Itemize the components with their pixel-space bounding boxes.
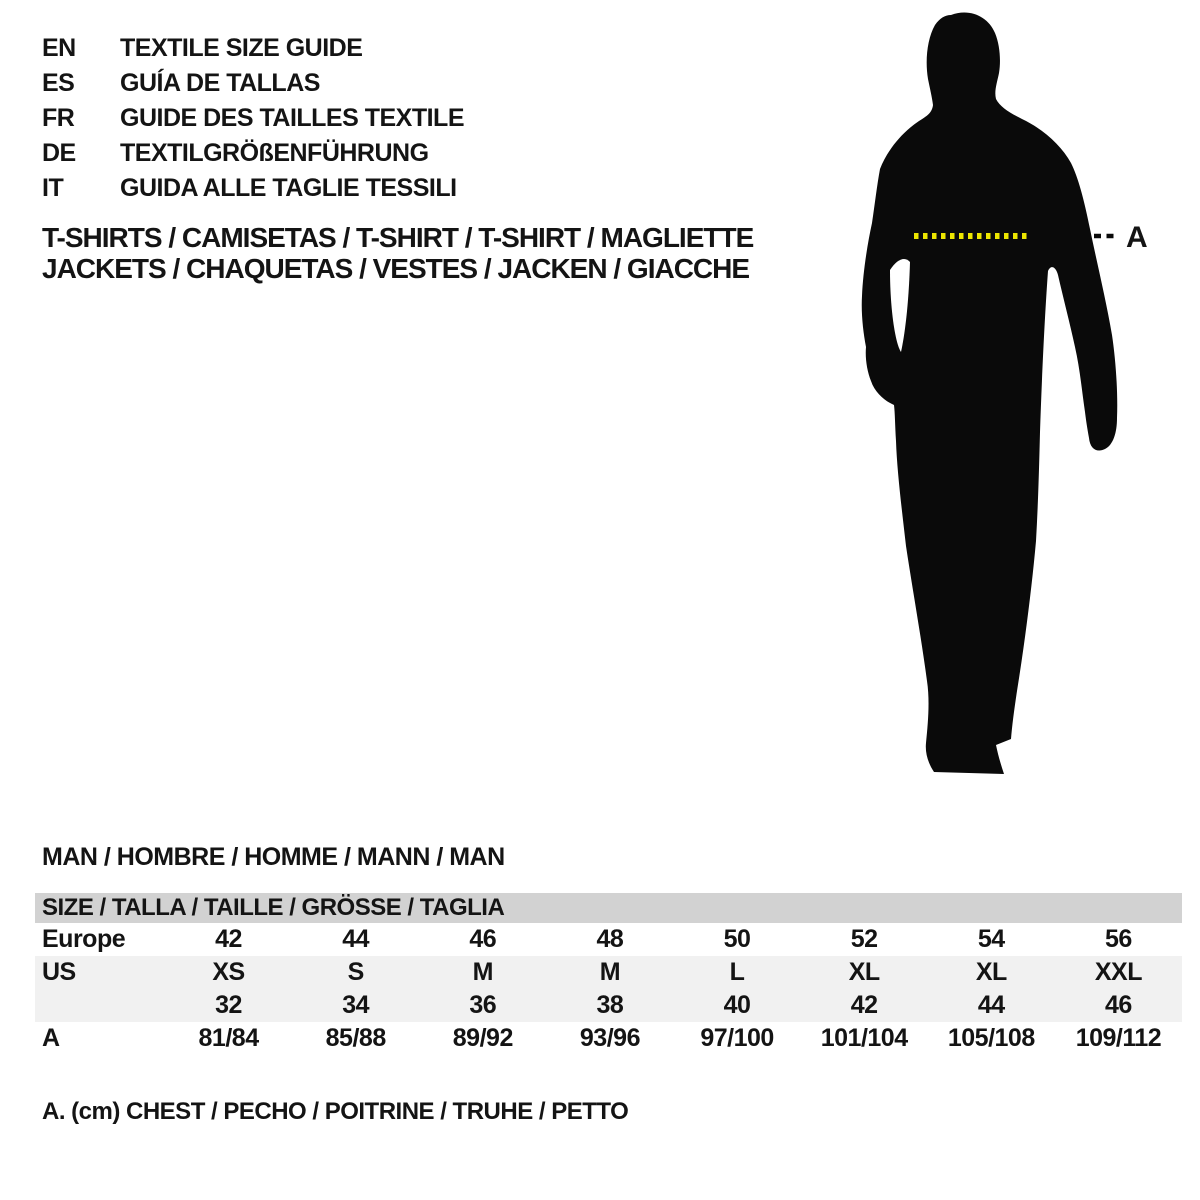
size-cell: M [599, 958, 621, 986]
size-cell: 93/96 [579, 1024, 640, 1052]
row-label: US [42, 958, 76, 986]
table-row [35, 923, 1182, 956]
size-cell: 81/84 [198, 1024, 259, 1052]
size-cell: 89/92 [452, 1024, 513, 1052]
section-title-man: MAN / HOMBRE / HOMME / MANN / MAN [42, 843, 505, 871]
language-code: ES [42, 69, 75, 97]
size-cell: 44 [977, 991, 1005, 1019]
language-title-block [42, 31, 464, 206]
size-cell: 105/108 [947, 1024, 1035, 1052]
category-block [42, 222, 753, 284]
size-cell: 44 [342, 925, 370, 953]
size-cell: 97/100 [700, 1024, 774, 1052]
size-cell: 54 [977, 925, 1005, 953]
language-title: GUIDA ALLE TAGLIE TESSILI [120, 174, 457, 202]
language-row [42, 136, 464, 171]
size-cell: XL [848, 958, 880, 986]
table-row [35, 1022, 1182, 1055]
size-table [35, 893, 1182, 1055]
table-row [35, 989, 1182, 1022]
size-cell: 42 [215, 925, 242, 953]
size-cell: 52 [850, 925, 878, 953]
size-table-header: SIZE / TALLA / TAILLE / GRÖSSE / TAGLIA [35, 893, 1182, 923]
size-cell: XL [975, 958, 1007, 986]
language-title: GUIDE DES TAILLES TEXTILE [120, 104, 465, 132]
language-code: IT [42, 174, 64, 202]
language-row [42, 66, 464, 101]
man-silhouette-figure [840, 0, 1160, 800]
size-cell: 36 [469, 991, 497, 1019]
size-cell: 46 [469, 925, 497, 953]
language-row [42, 31, 464, 66]
size-cell: XXL [1094, 958, 1142, 986]
size-cell: M [472, 958, 493, 986]
size-cell: 109/112 [1075, 1024, 1162, 1052]
measure-label-a: A [1126, 221, 1148, 254]
size-cell: 50 [723, 925, 751, 953]
size-cell: 101/104 [820, 1024, 908, 1052]
language-row [42, 171, 464, 206]
size-cell: 56 [1105, 925, 1132, 953]
size-cell: 32 [215, 991, 242, 1019]
language-row [42, 101, 464, 136]
size-cell: L [729, 958, 745, 986]
language-code: FR [42, 104, 75, 132]
category-line-tshirts: T-SHIRTS / CAMISETAS / T-SHIRT / T-SHIRT / MAGLIETTE [42, 222, 754, 253]
measurement-footnote: A. (cm) CHEST / PECHO / POITRINE / TRUHE / PETTO [42, 1098, 629, 1125]
table-row [35, 956, 1182, 989]
size-cell: 48 [596, 925, 624, 953]
size-cell: 42 [850, 991, 878, 1019]
size-table-body [35, 923, 1182, 1055]
row-label: Europe [42, 925, 126, 953]
size-cell: XS [212, 958, 245, 986]
language-title: TEXTILGRÖßENFÜHRUNG [120, 139, 429, 167]
language-title: TEXTILE SIZE GUIDE [120, 34, 363, 62]
row-label: A [42, 1024, 60, 1052]
size-cell: 34 [342, 991, 370, 1019]
language-code: EN [42, 34, 76, 62]
category-line-jackets: JACKETS / CHAQUETAS / VESTES / JACKEN / GIACCHE [42, 253, 750, 284]
size-cell: 46 [1105, 991, 1132, 1019]
man-silhouette [862, 12, 1118, 774]
size-cell: 40 [723, 991, 751, 1019]
size-cell: S [347, 958, 364, 986]
language-code: DE [42, 139, 76, 167]
language-title: GUÍA DE TALLAS [120, 69, 320, 97]
size-cell: 85/88 [325, 1024, 386, 1052]
size-cell: 38 [596, 991, 624, 1019]
